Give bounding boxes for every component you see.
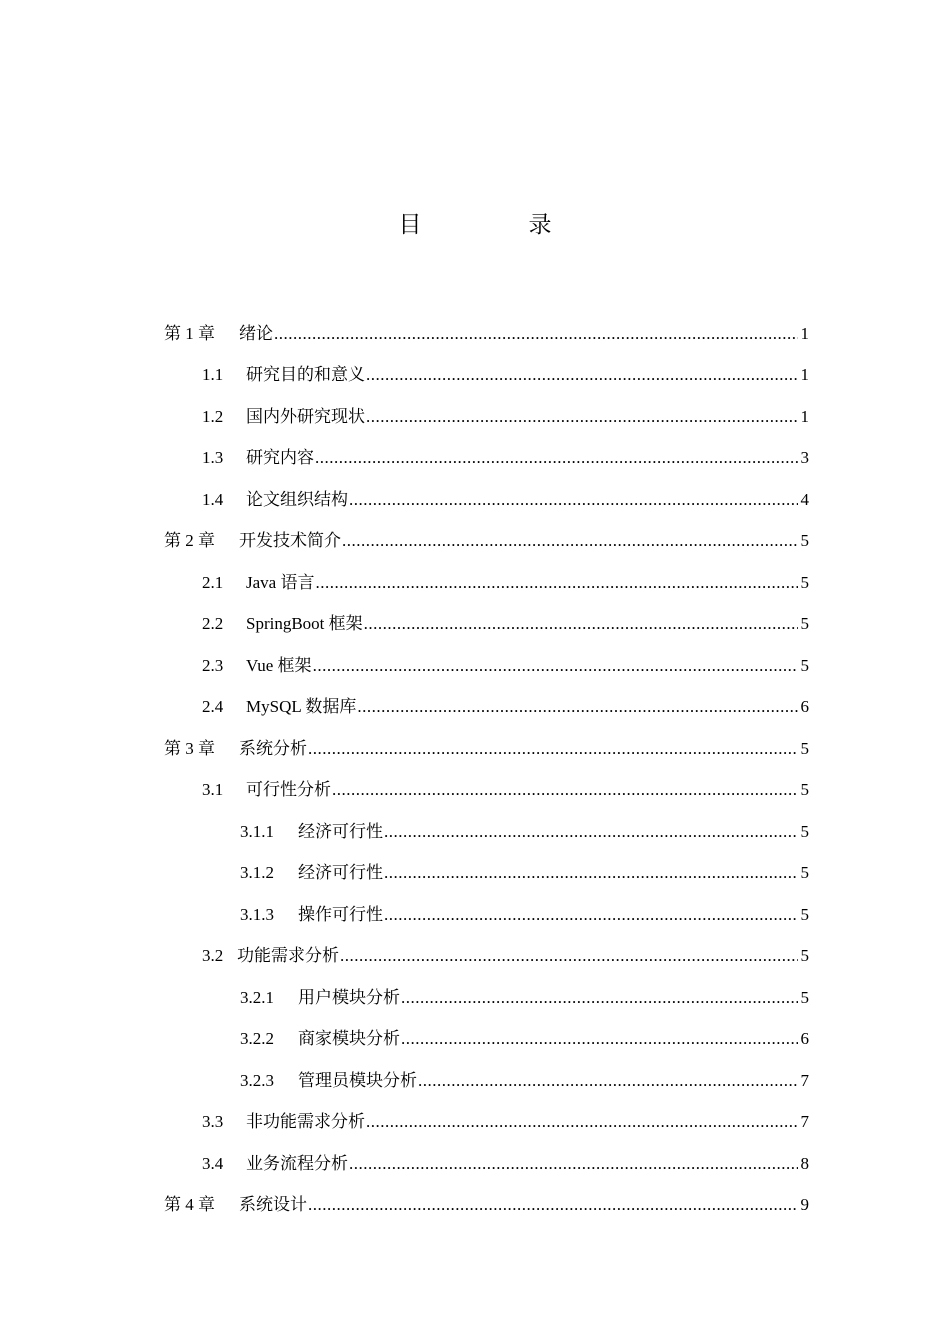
toc-entry-label: Vue 框架 (246, 655, 312, 675)
toc-leader-dots (349, 1153, 798, 1175)
toc-leader-dots (340, 945, 798, 967)
toc-entry-number: 3.2 (202, 946, 224, 966)
toc-entry-number: 3.2.3 (240, 1070, 274, 1090)
toc-leader-dots (349, 489, 798, 511)
toc-entry[interactable] (0, 313, 950, 355)
toc-leader-dots (315, 447, 798, 469)
toc-entry-label: 经济可行性 (298, 863, 383, 883)
toc-entry-number: 第 3 章 (164, 738, 215, 758)
toc-entry-label: Java 语言 (246, 572, 315, 592)
toc-entry[interactable] (0, 521, 950, 563)
toc-entry-page: 5 (800, 904, 809, 924)
toc-entry-page: 6 (800, 1029, 809, 1049)
toc-entry-page: 5 (800, 655, 809, 675)
toc-entry-label: 论文组织结构 (246, 489, 348, 509)
toc-entry-page: 7 (800, 1112, 809, 1132)
toc-entry[interactable] (0, 687, 950, 729)
toc-entry-label: 国内外研究现状 (246, 406, 365, 426)
toc-entry[interactable] (0, 562, 950, 604)
toc-entry-label: 系统分析 (239, 738, 307, 758)
toc-leader-dots (366, 364, 798, 386)
toc-entry-label: 操作可行性 (298, 904, 383, 924)
toc-entry-label: 绪论 (239, 323, 273, 343)
toc-entry-number: 3.1.1 (240, 821, 274, 841)
toc-leader-dots (384, 904, 798, 926)
toc-entry-page: 5 (800, 780, 809, 800)
toc-list (0, 313, 950, 1226)
toc-entry-page: 5 (800, 821, 809, 841)
toc-entry-page: 8 (800, 1153, 809, 1173)
toc-entry-number: 1.2 (202, 406, 224, 426)
toc-leader-dots (308, 1194, 798, 1216)
toc-entry-number: 1.1 (202, 365, 224, 385)
toc-entry-number: 2.2 (202, 614, 224, 634)
toc-leader-dots (384, 862, 798, 884)
toc-entry-page: 5 (800, 863, 809, 883)
toc-entry-label: 管理员模块分析 (298, 1070, 417, 1090)
toc-entry-label: 开发技术简介 (239, 531, 341, 551)
toc-entry[interactable] (0, 728, 950, 770)
toc-entry-label: 商家模块分析 (298, 1029, 400, 1049)
toc-entry-number: 3.2.2 (240, 1029, 274, 1049)
toc-entry-page: 1 (800, 323, 809, 343)
toc-entry-number: 2.4 (202, 697, 224, 717)
toc-entry-number: 3.1 (202, 780, 224, 800)
toc-entry-label: 研究内容 (246, 448, 314, 468)
toc-entry[interactable] (0, 811, 950, 853)
toc-entry[interactable] (0, 894, 950, 936)
toc-entry-number: 第 2 章 (164, 531, 215, 551)
toc-entry[interactable] (0, 853, 950, 895)
toc-entry-label: 系统设计 (239, 1195, 307, 1215)
toc-entry-page: 6 (800, 697, 809, 717)
toc-leader-dots (418, 1070, 798, 1092)
toc-entry-number: 3.4 (202, 1153, 224, 1173)
toc-entry[interactable] (0, 1143, 950, 1185)
toc-entry-number: 2.3 (202, 655, 224, 675)
toc-entry-label: 可行性分析 (246, 780, 331, 800)
toc-entry-page: 5 (800, 987, 809, 1007)
toc-leader-dots (364, 613, 798, 635)
toc-entry-number: 3.2.1 (240, 987, 274, 1007)
toc-entry[interactable] (0, 479, 950, 521)
toc-entry-number: 3.1.2 (240, 863, 274, 883)
toc-entry-number: 2.1 (202, 572, 224, 592)
toc-entry-page: 5 (800, 738, 809, 758)
toc-entry-number: 1.3 (202, 448, 224, 468)
toc-entry-page: 1 (800, 365, 809, 385)
toc-entry[interactable] (0, 936, 950, 978)
toc-entry[interactable] (0, 355, 950, 397)
toc-leader-dots (384, 821, 798, 843)
toc-leader-dots (401, 1028, 798, 1050)
toc-entry-label: MySQL 数据库 (246, 697, 357, 717)
toc-entry-label: SpringBoot 框架 (246, 614, 363, 634)
toc-entry-page: 5 (800, 572, 809, 592)
toc-leader-dots (332, 779, 798, 801)
toc-leader-dots (357, 696, 798, 718)
toc-entry[interactable] (0, 604, 950, 646)
toc-entry[interactable] (0, 1185, 950, 1227)
toc-entry-page: 1 (800, 406, 809, 426)
toc-leader-dots (366, 406, 798, 428)
toc-entry-page: 5 (800, 614, 809, 634)
toc-entry-number: 第 1 章 (164, 323, 215, 343)
toc-entry-label: 经济可行性 (298, 821, 383, 841)
toc-entry-label: 业务流程分析 (246, 1153, 348, 1173)
toc-entry-page: 5 (800, 946, 809, 966)
toc-entry-number: 3.3 (202, 1112, 224, 1132)
toc-entry-label: 用户模块分析 (298, 987, 400, 1007)
toc-entry-label: 研究目的和意义 (246, 365, 365, 385)
toc-leader-dots (315, 572, 798, 594)
toc-entry[interactable] (0, 1060, 950, 1102)
toc-entry-page: 5 (800, 531, 809, 551)
toc-leader-dots (342, 530, 798, 552)
toc-entry-label: 非功能需求分析 (246, 1112, 365, 1132)
toc-entry-number: 1.4 (202, 489, 224, 509)
toc-entry[interactable] (0, 645, 950, 687)
toc-entry[interactable] (0, 438, 950, 480)
toc-entry-page: 7 (800, 1070, 809, 1090)
toc-entry-page: 9 (800, 1195, 809, 1215)
toc-entry[interactable] (0, 1102, 950, 1144)
toc-entry[interactable] (0, 770, 950, 812)
toc-leader-dots (366, 1111, 798, 1133)
toc-entry[interactable] (0, 977, 950, 1019)
toc-entry-label: 功能需求分析 (237, 946, 339, 966)
toc-entry-page: 3 (800, 448, 809, 468)
toc-entry-number: 第 4 章 (164, 1195, 215, 1215)
toc-leader-dots (401, 987, 798, 1009)
toc-entry[interactable] (0, 1019, 950, 1061)
toc-leader-dots (274, 323, 798, 345)
toc-entry-page: 4 (800, 489, 809, 509)
toc-title: 目 录 (398, 212, 594, 237)
toc-entry-number: 3.1.3 (240, 904, 274, 924)
toc-leader-dots (308, 738, 798, 760)
toc-entry[interactable] (0, 396, 950, 438)
toc-leader-dots (313, 655, 798, 677)
